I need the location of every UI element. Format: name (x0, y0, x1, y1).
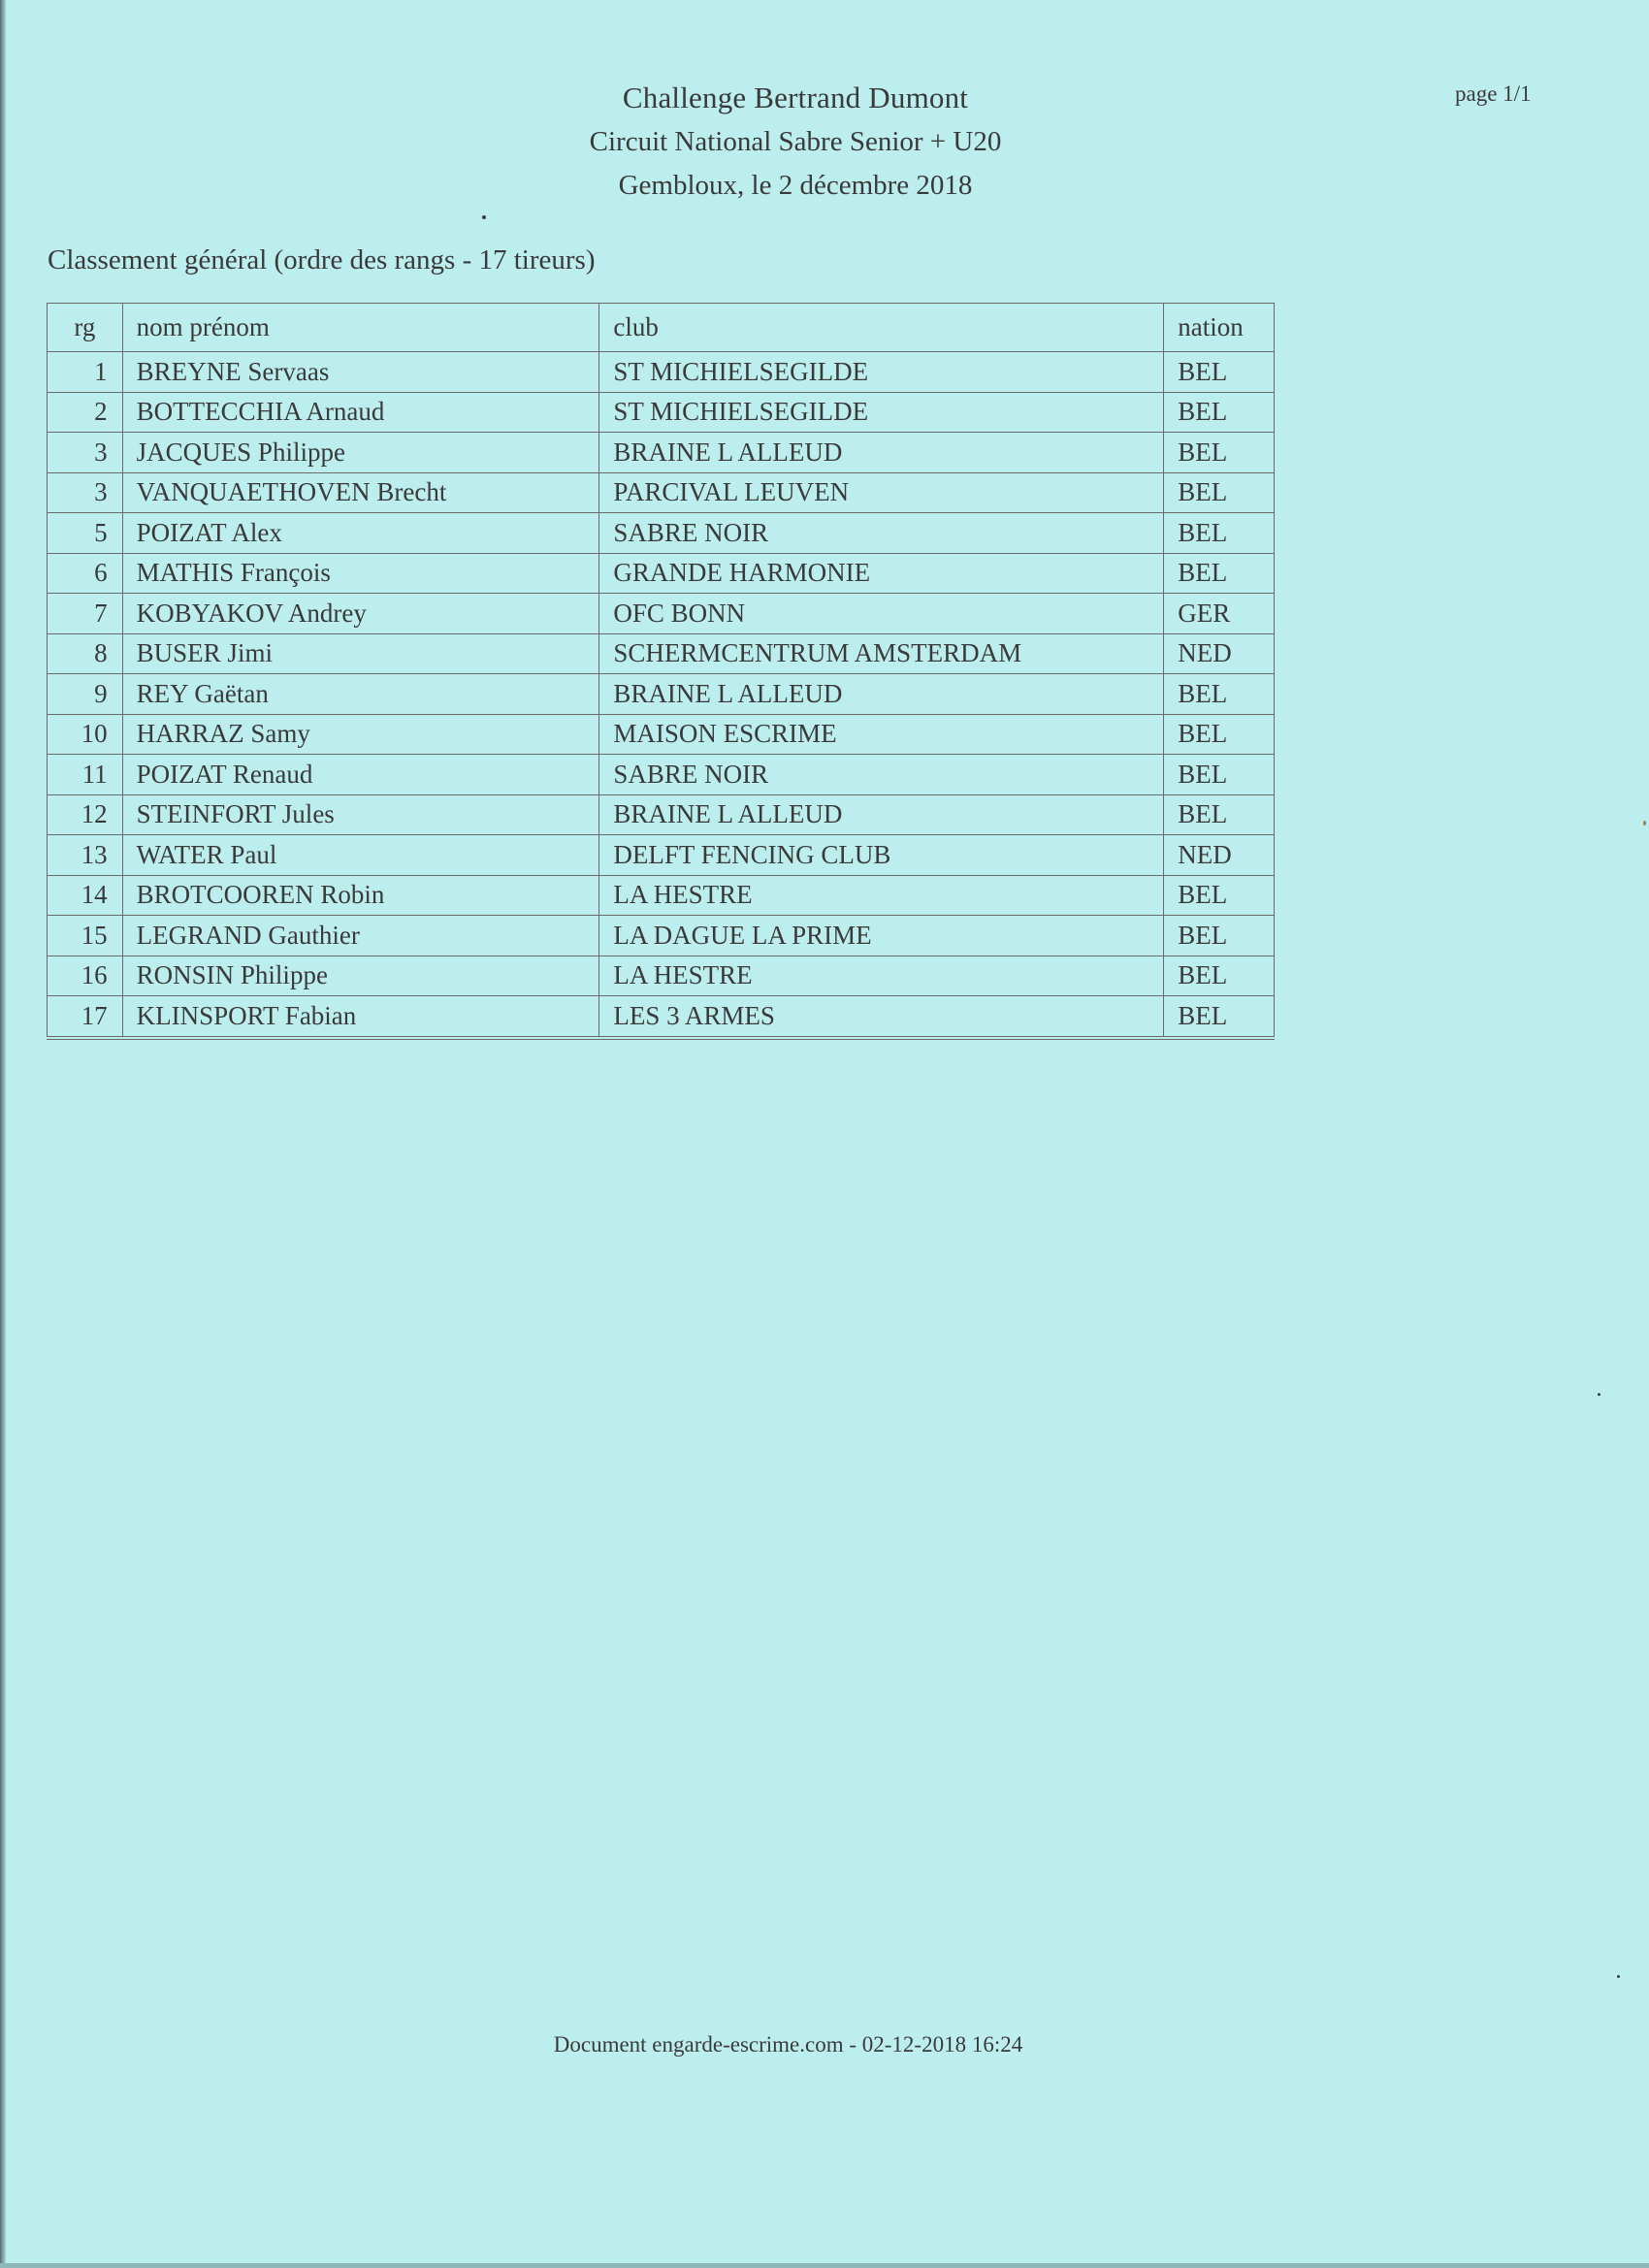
club-cell: LA HESTRE (599, 875, 1164, 916)
rank-cell: 12 (48, 794, 123, 835)
name-cell: STEINFORT Jules (122, 794, 599, 835)
club-cell: PARCIVAL LEUVEN (599, 472, 1164, 513)
name-cell: RONSIN Philippe (122, 956, 599, 996)
table-row (48, 996, 1275, 1038)
nation-cell: BEL (1164, 674, 1275, 715)
nation-cell: BEL (1164, 956, 1275, 996)
rank-cell: 5 (48, 513, 123, 554)
nation-cell: BEL (1164, 996, 1275, 1038)
rank-cell: 16 (48, 956, 123, 996)
table-row (48, 956, 1275, 996)
club-cell: SABRE NOIR (599, 755, 1164, 795)
scan-left-edge (0, 0, 6, 2268)
document-header (0, 76, 1591, 208)
table-row (48, 794, 1275, 835)
rank-cell: 9 (48, 674, 123, 715)
name-cell: POIZAT Renaud (122, 755, 599, 795)
rank-cell: 8 (48, 633, 123, 674)
club-cell: BRAINE L ALLEUD (599, 433, 1164, 473)
table-row (48, 755, 1275, 795)
nation-cell: BEL (1164, 392, 1275, 433)
page-number: page 1/1 (1455, 81, 1532, 106)
table-row (48, 674, 1275, 715)
table-row (48, 392, 1275, 433)
nation-cell: BEL (1164, 875, 1275, 916)
club-cell: LES 3 ARMES (599, 996, 1164, 1038)
name-cell: REY Gaëtan (122, 674, 599, 715)
column-header-name: nom prénom (122, 304, 599, 352)
nation-cell: BEL (1164, 794, 1275, 835)
club-cell: ST MICHIELSEGILDE (599, 392, 1164, 433)
column-header-rank: rg (48, 304, 123, 352)
table-row (48, 835, 1275, 876)
scan-speck (1617, 1975, 1620, 1978)
section-title: Classement général (ordre des rangs - 17 tireurs) (48, 244, 596, 275)
rank-cell: 11 (48, 755, 123, 795)
name-cell: JACQUES Philippe (122, 433, 599, 473)
name-cell: MATHIS François (122, 553, 599, 594)
document-subtitle: Circuit National Sabre Senior + U20 (589, 126, 1002, 157)
club-cell: OFC BONN (599, 594, 1164, 634)
name-cell: KOBYAKOV Andrey (122, 594, 599, 634)
club-cell: SCHERMCENTRUM AMSTERDAM (599, 633, 1164, 674)
rank-cell: 6 (48, 553, 123, 594)
nation-cell: BEL (1164, 755, 1275, 795)
name-cell: BUSER Jimi (122, 633, 599, 674)
rank-cell: 2 (48, 392, 123, 433)
nation-cell: BEL (1164, 352, 1275, 393)
table-row (48, 633, 1275, 674)
nation-cell: NED (1164, 633, 1275, 674)
rank-cell: 15 (48, 916, 123, 956)
table-row (48, 875, 1275, 916)
name-cell: BREYNE Servaas (122, 352, 599, 393)
name-cell: BROTCOOREN Robin (122, 875, 599, 916)
nation-cell: BEL (1164, 472, 1275, 513)
club-cell: LA HESTRE (599, 956, 1164, 996)
scan-bottom-edge (0, 2263, 1649, 2268)
table-row (48, 553, 1275, 594)
name-cell: WATER Paul (122, 835, 599, 876)
table-row (48, 513, 1275, 554)
club-cell: ST MICHIELSEGILDE (599, 352, 1164, 393)
nation-cell: BEL (1164, 513, 1275, 554)
nation-cell: BEL (1164, 714, 1275, 755)
rank-cell: 10 (48, 714, 123, 755)
club-cell: BRAINE L ALLEUD (599, 674, 1164, 715)
document-title: Challenge Bertrand Dumont (622, 81, 969, 114)
location-date: Gembloux, le 2 décembre 2018 (618, 170, 973, 201)
results-table-body (48, 352, 1275, 1038)
scan-speck (1598, 1393, 1600, 1396)
nation-cell: NED (1164, 835, 1275, 876)
table-row (48, 714, 1275, 755)
club-cell: DELFT FENCING CLUB (599, 835, 1164, 876)
rank-cell: 1 (48, 352, 123, 393)
nation-cell: BEL (1164, 553, 1275, 594)
name-cell: VANQUAETHOVEN Brecht (122, 472, 599, 513)
rank-cell: 17 (48, 996, 123, 1038)
column-header-club: club (599, 304, 1164, 352)
club-cell: GRANDE HARMONIE (599, 553, 1164, 594)
scan-speck (1643, 821, 1646, 826)
results-table (47, 303, 1275, 1040)
nation-cell: GER (1164, 594, 1275, 634)
table-row (48, 433, 1275, 473)
name-cell: POIZAT Alex (122, 513, 599, 554)
name-cell: KLINSPORT Fabian (122, 996, 599, 1038)
rank-cell: 13 (48, 835, 123, 876)
club-cell: MAISON ESCRIME (599, 714, 1164, 755)
name-cell: BOTTECCHIA Arnaud (122, 392, 599, 433)
table-row (48, 352, 1275, 393)
table-row (48, 472, 1275, 513)
column-header-nation: nation (1164, 304, 1275, 352)
document-footer: Document engarde-escrime.com - 02-12-2018 16:24 (553, 2032, 1023, 2057)
table-header-row (48, 304, 1275, 352)
table-row (48, 916, 1275, 956)
nation-cell: BEL (1164, 433, 1275, 473)
rank-cell: 14 (48, 875, 123, 916)
name-cell: LEGRAND Gauthier (122, 916, 599, 956)
club-cell: SABRE NOIR (599, 513, 1164, 554)
table-row (48, 594, 1275, 634)
rank-cell: 3 (48, 472, 123, 513)
rank-cell: 3 (48, 433, 123, 473)
club-cell: LA DAGUE LA PRIME (599, 916, 1164, 956)
rank-cell: 7 (48, 594, 123, 634)
nation-cell: BEL (1164, 916, 1275, 956)
club-cell: BRAINE L ALLEUD (599, 794, 1164, 835)
scan-speck (482, 215, 486, 219)
name-cell: HARRAZ Samy (122, 714, 599, 755)
